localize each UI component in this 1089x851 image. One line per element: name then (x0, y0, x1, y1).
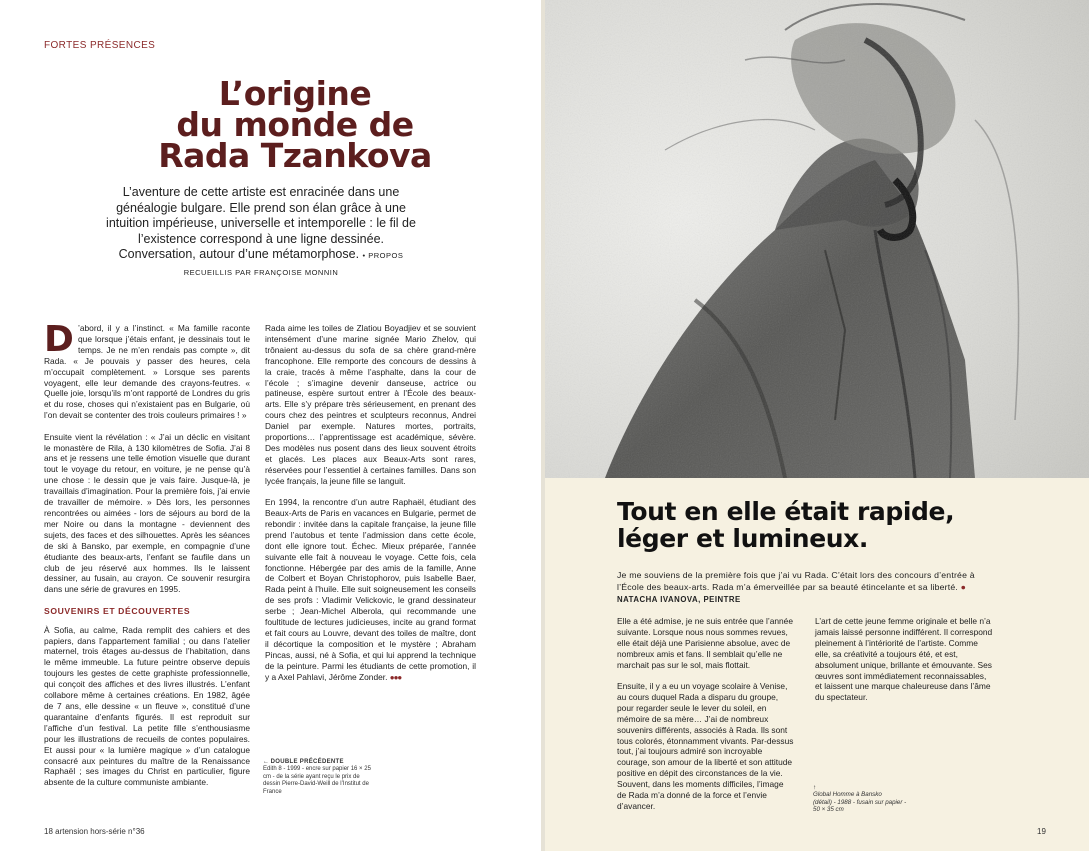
drop-cap: D (44, 319, 74, 360)
paragraph-text: ’abord, il y a l’instinct. « Ma famille raconte que lorsque j’étais enfant, je dessinais tout le temps. Je ne m’en rendais pas compte », dit Rada. « Je pouvais y passer des heures, cela m’occupait complètement. » Lorsque ses parents voyagent, elle leur demande des crayons-feutres. « Quelle joie, lorsqu’ils m’ont rapporté de Londres du gris et du rose, choses qui n’existaient pas en Bulgarie, où l’on devait se contenter des trois couleurs primaires ! » (44, 323, 250, 421)
paragraph-text: En 1994, la rencontre d’un autre Raphaël, étudiant des Beaux-Arts de Paris en vacances en Bulgarie, permet de rebondir : invitée dans la capitale française, la jeune fille prend l’autobus et tente l’admission dans cette école, dont elle ignore tout. Échec. Mieux préparée, l’année suivante elle fait à nouveau le voyage. Cette fois, cela fonctionne. Hébergée par des amis de la famille, Anne de Colbert et Boyan Christophorov, puis Isabelle Baer, Rada peint à l’huile. Elle suit soigneusement les conseils de ses profs : Vladimir Velickovic, le grand dessinateur serbe ; Jean-Michel Alberola, qui recommande une foultitude de lectures judicieuses, incite au grand format et fait cours au Louvre, devant des toiles de maître, dont il décortique la composition et le mystère ; Abraham Pincas, aussi, né à Sofia, et qui lui apprend la technique de la peinture. Parmi les étudiants de cette promotion, il y a Axel Pahlavi, Jérôme Zonder. (265, 497, 476, 682)
caption-title: DOUBLE PRÉCÉDENTE (270, 759, 344, 765)
folio-right: 19 (1037, 827, 1046, 836)
paragraph: Elle a été admise, je ne suis entrée que l’année suivante. Lorsque nous nous sommes revues, elle était déjà une Parisienne absolue, avec de nombreux amis et fans. Il semblait qu’elle ne marchait pas sur le sol, mais flottait. (617, 616, 793, 670)
caption-text: (détail) - 1988 - fusain sur papier - 50 × 35 cm (813, 798, 907, 814)
quote-line: léger et lumineux. (617, 524, 868, 553)
paragraph (265, 497, 476, 683)
subheading: SOUVENIRS ET DÉCOUVERTES (44, 605, 191, 616)
title-line: du monde de (176, 105, 414, 144)
article-title (100, 74, 490, 175)
paragraph: Ensuite, il y a eu un voyage scolaire à Venise, au cours duquel Rada a disparu du groupe, pour regarder seule le lever du soleil, en mémoire de sa mère… J’ai de nombreux souvenirs différents, associés à Rada. Ils sont tous colorés, étonnamment vivants. Par-dessus tout, j’ai toujours admiré son incroyable courage, son amour de la liberté et son attitude positive en dépit des circonstances de la vie. Souvent, dans les moments difficiles, l’image de Rada m’a donné de la force et l’envie d’avancer. (617, 681, 794, 811)
paragraph: À Sofia, au calme, Rada remplit des cahiers et des papiers, dans l’appartement familial ; ou dans l’atelier maternel, trois étages au-dessus de l’habitation, dans le même immeuble. La future peintre observe depuis toujours les gestes de cette graphiste professionnelle, qui conçoit des affiches et des livres illustrés. L’enfant collabore même à certaines créations. En 1982, âgée de 7 ans, elle dessine « un fleuve », constitué d’une quarantaine d’enfants figurés. Il est reproduit sur l’affiche d’un festival. La petite fille s’enthousiasme pour les illustrations de recueils de contes populaires. Et aussi pour « la lumière magique » d’un catalogue consacré aux peintures du maître de la Renaissance Raphaël ; ses images du Christ en particulier, figure absente de la culture communiste ambiante. (44, 624, 250, 788)
paragraph: L’art de cette jeune femme originale et belle n’a jamais laissé personne indifférent. Il correspond pleinement à l’intériorité de l’artiste. Comme elle, sa créativité a toujours été, et est, absolument unique, brillante et émouvante. Ses œuvres sont immédiatement reconnaissables, et laissent une marque chaleureuse dans l’âme du spectateur. (815, 616, 993, 703)
testimony-intro (617, 569, 987, 606)
paragraph: Ensuite vient la révélation : « J’ai un déclic en visitant le monastère de Rila, à 130 kilomètres de Sofia. J’ai 8 ans et je ressens une telle émotion visuelle que durant tout le voyage du retour, en voiture, je ne pense qu’à une chose : le dessin que je vais faire. Jusque-là, je travaillais d’imagination. Pour la première fois, j’ai envie de travailler de mémoire. » Dès lors, les personnes rencontrées ou aimées - lors de séjours au bord de la mer Noire ou dans la montagne - deviennent des sujets, des faces et des silhouettes. Après les séances de ski à Bansko, par exemple, en compagnie d’une étudiante des beaux-arts, l’enfant se faufile dans un club de jeu réservé aux hommes. Ils le laissent dessiner, au fusain, au crayon. Ce souvenir resurgira dans une série de gravures en 1995. (44, 431, 250, 595)
arrow-up-icon: ↑ (813, 784, 817, 791)
caption-title: Global Homme à Bansko (813, 791, 882, 799)
paragraph: Rada aime les toiles de Zlatiou Boyadjiev et se souvient intensément d’une marine signée Mario Zhelov, qui trônaient au-dessus du sofa de sa chère grand-mère francophone. Elle remporte des concours de dessins à la craie, tracés à même l’asphalte, dans la cour de l’école ; s’imagine devenir danseuse, actrice ou patineuse, espère surtout entrer à l’École des beaux-arts. Elle s’y prépare très sérieusement, en prenant des cours chez des peintres et sculpteurs reconnus, Andrei Daniel par exemple. Natures mortes, portraits, proportions… l’apprentissage est académique, sévère. Des modèles nus posent dans des lieux souvent étroits et glacés. Les places aux Beaux-Arts sont rares, réservées pour l’essentiel à certaines familles. Dans son lycée français, la jeune fille se languit. (265, 323, 476, 486)
testimony-column-2 (815, 616, 995, 714)
caption-text: Edith 8 - 1999 - encre sur papier 16 × 25 cm - de la série ayant reçu le prix de dessin Pierre-David-Weill de l’Institut de France (263, 766, 371, 795)
quote-line: Tout en elle était rapide, (617, 497, 955, 526)
caption-previous-spread (263, 759, 373, 796)
testimony-intro-text: Je me souviens de la première fois que j’ai vu Rada. C’était lors des concours d’entrée à l’École des beaux-arts. Rada m’a émerveillée par sa beauté étincelante et sa liberté. (617, 570, 975, 592)
text-column-1 (44, 319, 250, 799)
text-column-2 (265, 323, 476, 694)
bullet-icon: ● (960, 582, 967, 592)
byline: • PROPOS RECUEILLIS PAR FRANÇOISE MONNIN (183, 251, 404, 277)
testimony-signature: NATACHA IVANOVA, PEINTRE (617, 595, 741, 604)
end-mark: ●●● (389, 672, 402, 682)
caption-artwork (813, 784, 913, 814)
standfirst-text: L’aventure de cette artiste est enracinée dans une généalogie bulgare. Elle prend son élan grâce à une intuition impérieuse, universelle et intemporelle : le fil de l’existence correspond à une ligne dessinée. Conversation, autour d’une métamorphose. (106, 185, 416, 261)
folio-left: 18 artension hors-série n°36 (44, 827, 145, 836)
article-standfirst (102, 185, 420, 280)
charcoal-portrait-drawing (545, 0, 1089, 478)
pull-quote (617, 498, 1037, 552)
paragraph (44, 319, 250, 421)
title-line: L’origine (218, 74, 372, 113)
section-rubric: FORTES PRÉSENCES (44, 40, 156, 51)
testimony-column-1 (617, 616, 795, 822)
title-line: Rada Tzankova (158, 136, 432, 175)
arrow-left-icon: ← (263, 759, 269, 765)
